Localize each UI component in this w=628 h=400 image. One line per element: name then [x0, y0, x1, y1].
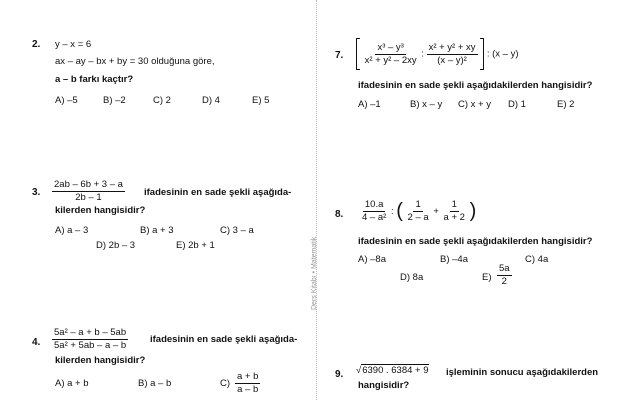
- denominator: a – b: [237, 383, 259, 395]
- left-bracket: [356, 38, 360, 70]
- option-c[interactable]: C) x + y: [458, 99, 491, 110]
- question-text-cont: kilerden hangisidir?: [55, 205, 146, 216]
- numerator: 5a: [499, 263, 510, 274]
- numerator: 1: [451, 199, 457, 211]
- fraction-1: [363, 43, 419, 66]
- option-c[interactable]: C) 3 – a: [220, 225, 254, 236]
- numerator: 5a² – a + b – 5ab: [54, 327, 127, 338]
- question-number: 7.: [335, 50, 344, 61]
- option-a[interactable]: A) a – 3: [55, 225, 89, 236]
- fraction-1: [360, 200, 388, 223]
- expression: [52, 180, 125, 203]
- numerator: x³ – y³: [377, 41, 404, 53]
- square-root-expression: [356, 365, 429, 376]
- expression: [360, 200, 476, 223]
- numerator: 2ab – 6b + 3 – a: [54, 179, 123, 190]
- option-c[interactable]: C) 2: [153, 95, 171, 106]
- equation-line-1: y – x = 6: [55, 39, 92, 50]
- option-c[interactable]: C): [220, 378, 231, 389]
- option-b[interactable]: B) –2: [103, 95, 126, 106]
- option-e[interactable]: E) 5: [252, 95, 270, 106]
- colon: :: [390, 206, 394, 218]
- colon: :: [421, 48, 424, 60]
- expression: [52, 328, 128, 351]
- question-text-cont: hangisidir?: [358, 380, 410, 391]
- equation-line-2: ax – ay – bx + by = 30 olduğuna göre,: [55, 56, 215, 67]
- question-number: 2.: [32, 39, 41, 50]
- option-a[interactable]: A) a + b: [55, 378, 89, 389]
- denominator: a + 2: [443, 212, 465, 223]
- question-prompt: ifadesinin en sade şekli aşağıdakilerden hangisidir?: [358, 80, 593, 91]
- option-b[interactable]: B) x – y: [410, 99, 443, 110]
- radicand: 6390 . 6384 + 9: [362, 365, 429, 376]
- option-c[interactable]: C) 4a: [525, 254, 549, 265]
- question-number: 9.: [335, 369, 344, 380]
- option-d[interactable]: D) 1: [508, 99, 526, 110]
- option-e[interactable]: E) 2: [557, 99, 575, 110]
- denominator: (x – y)²: [437, 54, 467, 66]
- question-text: ifadesinin en sade şekli aşağıda-: [144, 187, 292, 198]
- option-d[interactable]: D) 4: [202, 95, 220, 106]
- fraction-3: [442, 200, 467, 223]
- question-number: 8.: [335, 209, 344, 220]
- question-text-cont: kilerden hangisidir?: [55, 355, 146, 366]
- option-b[interactable]: B) a + 3: [140, 225, 174, 236]
- question-prompt: ifadesinin en sade şekli aşağıdakilerden hangisidir?: [358, 236, 593, 247]
- radical-icon: √: [356, 365, 362, 376]
- fraction: [52, 180, 125, 203]
- option-e-fraction: [497, 264, 512, 287]
- denominator: 2b – 1: [75, 191, 102, 203]
- question-prompt: a – b farkı kaçtır?: [55, 74, 134, 85]
- fraction: [52, 328, 128, 351]
- question-text: ifadesinin en sade şekli aşağıda-: [150, 334, 298, 345]
- option-b[interactable]: B) a – b: [138, 378, 172, 389]
- option-e[interactable]: E): [482, 272, 492, 283]
- expression: [356, 38, 519, 70]
- option-e[interactable]: E) 2b + 1: [176, 240, 215, 251]
- expression-tail: : (x – y): [486, 48, 519, 60]
- denominator: 2 – a: [407, 212, 429, 223]
- option-d[interactable]: D) 2b – 3: [96, 240, 136, 251]
- denominator: 5a² + 5ab – a – b: [54, 339, 127, 351]
- question-number: 3.: [32, 187, 41, 198]
- numerator: 1: [415, 199, 421, 211]
- option-d[interactable]: D) 8a: [400, 272, 424, 283]
- right-bracket: [480, 38, 484, 70]
- numerator: x² + y² + xy: [428, 41, 476, 53]
- side-watermark: Ders Kitabı • Matematik: [311, 236, 318, 310]
- denominator: x² + y² – 2xy: [364, 54, 417, 66]
- option-b[interactable]: B) –4a: [440, 254, 468, 265]
- option-a[interactable]: A) –5: [55, 95, 78, 106]
- denominator: 4 – a²: [362, 212, 387, 223]
- denominator: 2: [501, 275, 507, 287]
- fraction-2: [427, 43, 478, 66]
- fraction-2: [406, 200, 431, 223]
- right-paren: ): [469, 200, 477, 222]
- question-number: 4.: [32, 337, 41, 348]
- numerator: a + b: [237, 371, 259, 382]
- option-a[interactable]: A) –8a: [358, 254, 386, 265]
- numerator: 10.a: [364, 199, 384, 211]
- option-a[interactable]: A) –1: [358, 99, 381, 110]
- option-c-fraction: [235, 372, 260, 395]
- question-text: işleminin sonucu aşağıdakilerden: [446, 367, 599, 378]
- plus-sign: +: [433, 206, 439, 218]
- left-paren: (: [396, 200, 403, 222]
